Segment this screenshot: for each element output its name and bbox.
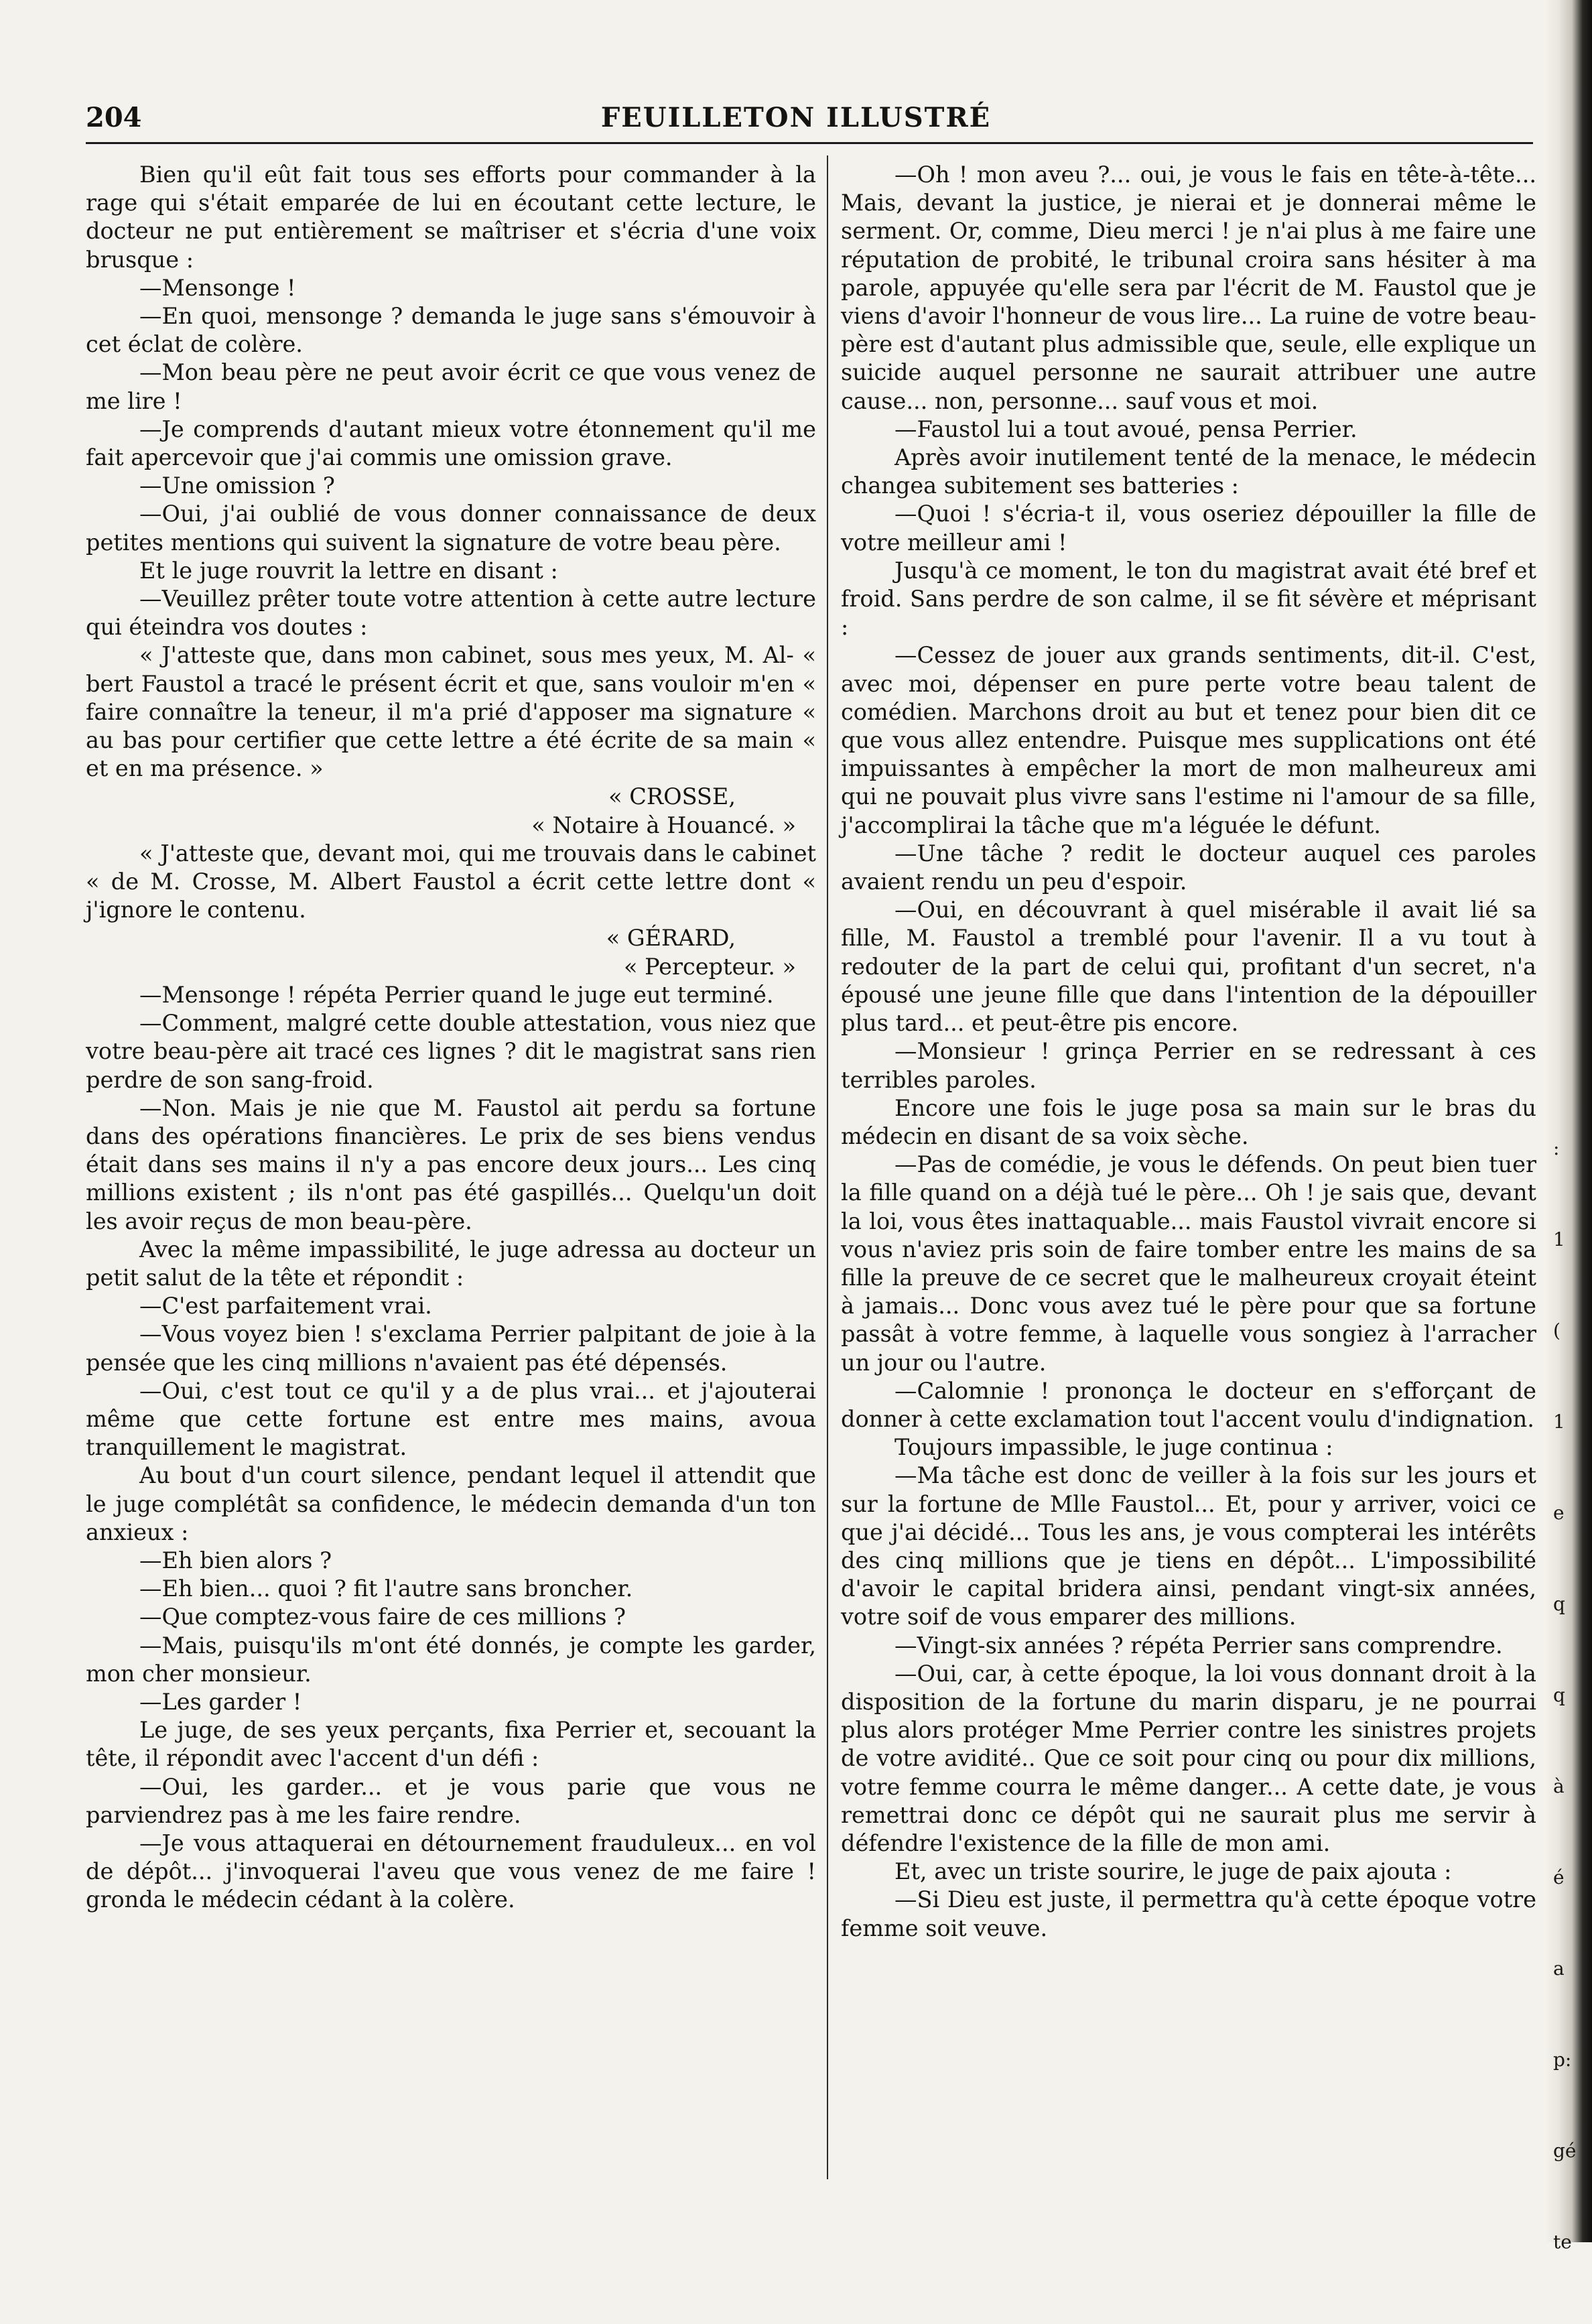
header-rule [86, 142, 1533, 144]
edge-fragment: 1 [1553, 1228, 1565, 1250]
next-page-edge-text [1553, 1139, 1577, 2324]
paragraph: —Pas de comédie, je vous le défends. On peut bien tuer la fille quand on a déjà tué le père... Oh ! je sais que, devant la loi, vous êtes inattaquable... mais Faustol vivrait encore si vous n'aviez pris soin de faire tomber entre les mains de sa fille la preuve de ce secret que le malheureux croyait éteint à jamais... Donc vous avez tué le père pour que sa fortune passât à votre femme, à laquelle vous songiez à l'arracher un jour ou l'autre. [841, 1151, 1536, 1376]
paragraph: —Quoi ! s'écria-t il, vous oseriez dépouiller la fille de votre meilleur ami ! [841, 501, 1536, 556]
edge-fragment: 1 [1553, 1411, 1565, 1433]
column-divider [827, 155, 828, 2179]
paragraph: Le juge, de ses yeux perçants, fixa Perrier et, secouant la tête, il répondit avec l'accent d'un défi : [86, 1717, 816, 1772]
paragraph: —C'est parfaitement vrai. [139, 1293, 432, 1319]
paragraph: —Une omission ? [139, 472, 335, 499]
paragraph: —Mensonge ! [139, 274, 296, 301]
signature-title: « Percepteur. » [623, 953, 796, 980]
paragraph: —Cessez de jouer aux grands sentiments, dit-il. C'est, avec moi, dépenser en pure perte votre beau talent de comédien. Marchons droit au but et tenez pour bien dit ce que vous allez entendre. Puisque mes supplications ont été impuissantes à empêcher la mort de mon malheureux ami qui ne pouvait plus vivre sans l'estime ni l'amour de sa fille, j'accomplirai la tâche que m'a léguée le défunt. [841, 642, 1536, 838]
edge-fragment: q [1553, 1684, 1565, 1706]
paragraph: —Oui, en découvrant à quel misérable il avait lié sa fille, M. Faustol a tremblé pour l'avenir. Il a vu tout à redouter de la part de celui qui, profitant d'un secret, n'a épousé une jeune fille que dans l'intention de la dépouiller plus tard... et peut-être pis encore. [841, 897, 1536, 1037]
left-column [86, 161, 816, 1915]
page-number: 204 [86, 102, 142, 133]
paragraph: —Faustol lui a tout avoué, pensa Perrier. [894, 415, 1357, 442]
paragraph: Et, avec un triste sourire, le juge de paix ajouta : [894, 1858, 1452, 1885]
edge-fragment: a [1553, 1957, 1565, 1980]
paragraph: —Oui, c'est tout ce qu'il y a de plus vrai... et j'ajouterai même que cette fortune est entre mes mains, avoua tranquillement le magistrat. [86, 1377, 816, 1461]
paragraph: Jusqu'à ce moment, le ton du magistrat avait été bref et froid. Sans perdre de son calme, il se fit sévère et méprisant : [841, 557, 1536, 641]
paragraph: Après avoir inutilement tenté de la menace, le médecin changea subitement ses batteries : [841, 444, 1536, 499]
paragraph: —En quoi, mensonge ? demanda le juge sans s'émouvoir à cet éclat de colère. [86, 303, 816, 358]
paragraph: —Comment, malgré cette double attestation, vous niez que votre beau-père ait tracé ces lignes ? dit le magistrat sans rien perdre de son sang-froid. [86, 1010, 816, 1093]
paragraph: —Que comptez-vous faire de ces millions ? [139, 1604, 626, 1630]
attestation-quote: « J'atteste que, devant moi, qui me trouvais dans le cabinet « de M. Crosse, M. Albert Faustol a écrit cette lettre dont « j'ignore le contenu. [86, 840, 816, 923]
paragraph: —Eh bien... quoi ? fit l'autre sans broncher. [139, 1575, 633, 1602]
paragraph: —Oui, j'ai oublié de vous donner connaissance de deux petites mentions qui suivent la signature de votre beau père. [86, 501, 816, 556]
edge-fragment: é [1553, 1866, 1565, 1888]
paragraph: Encore une fois le juge posa sa main sur le bras du médecin en disant de sa voix sèche. [841, 1094, 1536, 1149]
signature-name: « GÉRARD, [606, 925, 736, 952]
paragraph: —Oui, car, à cette époque, la loi vous donnant droit à la disposition de la fortune du marin disparu, je ne pourrai plus alors protéger Mme Perrier contre les sinistres projets de votre avidité.. Que ce soit pour cinq ou pour dix millions, votre femme courra le même danger... A cette date, je vous remettrai donc ce dépôt qui ne saurait plus me servir à défendre l'existence de la fille de mon ami. [841, 1660, 1536, 1856]
paragraph: —Calomnie ! prononça le docteur en s'efforçant de donner à cette exclamation tout l'accent voulu d'indignation. [841, 1377, 1536, 1432]
attestation-quote: « J'atteste que, dans mon cabinet, sous mes yeux, M. Al- « bert Faustol a tracé le présent écrit et que, sans vouloir m'en « faire connaître la teneur, il m'a prié d'apposer ma signature « au bas pour certifier que cette lettre a été écrite de sa main « et en ma présence. » [86, 642, 816, 782]
paragraph: —Oui, les garder... et je vous parie que vous ne parviendrez pas à me les faire rendre. [86, 1773, 816, 1828]
paragraph: —Non. Mais je nie que M. Faustol ait perdu sa fortune dans des opérations financières. Le prix de ses biens vendus était dans ses mains il n'y a pas encore deux jours... Les cinq millions existent ; ils n'ont pas été gaspillés... Quelqu'un doit les avoir reçus de mon beau-père. [86, 1094, 816, 1234]
paragraph: Au bout d'un court silence, pendant lequel il attendit que le juge complétât sa confidence, le médecin demanda d'un ton anxieux : [86, 1462, 816, 1545]
edge-fragment: p: [1553, 2049, 1572, 2071]
paragraph: —Mon beau père ne peut avoir écrit ce que vous venez de me lire ! [86, 359, 816, 414]
paragraph: —Je vous attaquerai en détournement frauduleux... en vol de dépôt... j'invoquerai l'aveu que vous venez de me faire ! gronda le médecin cédant à la colère. [86, 1829, 816, 1913]
paragraph: —Mensonge ! répéta Perrier quand le juge eut terminé. [139, 981, 774, 1008]
edge-fragment: ( [1553, 1319, 1561, 1342]
paragraph: —Si Dieu est juste, il permettra qu'à cette époque votre femme soit veuve. [841, 1886, 1536, 1941]
signature-name: « CROSSE, [608, 783, 736, 810]
paragraph: —Ma tâche est donc de veiller à la fois sur les jours et sur la fortune de Mlle Faustol... Et, pour y arriver, voici ce que j'ai décidé... Tous les ans, je vous compterai les intérêts des cinq millions que je tiens en dépôt... L'impossibilité d'avoir le capital bridera ainsi, pendant vingt-six années, votre soif de vous emparer des millions. [841, 1462, 1536, 1630]
signature-title: « Notaire à Houancé. » [531, 812, 796, 838]
paragraph: Avec la même impassibilité, le juge adressa au docteur un petit salut de la tête et répondit : [86, 1236, 816, 1291]
paragraph: —Vous voyez bien ! s'exclama Perrier palpitant de joie à la pensée que les cinq millions n'avaient pas été dépensés. [86, 1321, 816, 1376]
paragraph: —Mais, puisqu'ils m'ont été donnés, je compte les garder, mon cher monsieur. [86, 1632, 816, 1687]
paragraph: —Monsieur ! grinça Perrier en se redressant à ces terribles paroles. [841, 1038, 1536, 1093]
right-column [841, 161, 1536, 1943]
paragraph: Et le juge rouvrit la lettre en disant : [139, 557, 558, 584]
edge-fragment: te [1553, 2231, 1572, 2253]
paragraph: —Vingt-six années ? répéta Perrier sans comprendre. [894, 1632, 1503, 1659]
paragraph: —Une tâche ? redit le docteur auquel ces paroles avaient rendu un peu d'espoir. [841, 840, 1536, 895]
paragraph: —Eh bien alors ? [139, 1547, 332, 1573]
running-title: FEUILLETON ILLUSTRÉ [600, 102, 992, 133]
paragraph: —Je comprends d'autant mieux votre étonnement qu'il me fait apercevoir que j'ai commis une omission grave. [86, 415, 816, 471]
paragraph: Bien qu'il eût fait tous ses efforts pour commander à la rage qui s'était emparée de lui en écoutant cette lecture, le docteur ne put entièrement se maîtriser et s'écria d'une voix brusque : [86, 162, 816, 273]
paragraph: —Veuillez prêter toute votre attention à cette autre lecture qui éteindra vos doutes : [86, 586, 816, 641]
paragraph: —Oh ! mon aveu ?... oui, je vous le fais en tête-à-tête... Mais, devant la justice, je nierai et je donnerai même le serment. Or, comme, Dieu merci ! je n'ai plus à me faire une réputation de probité, le tribunal croira sans hésiter à ma parole, appuyée qu'elle sera par l'écrit de M. Faustol que je viens d'avoir l'honneur de vous lire... La ruine de votre beau-père est d'autant plus admissible que, seule, elle explique un suicide auquel personne ne saurait attribuer une autre cause... non, personne... sauf vous et moi. [841, 162, 1536, 414]
edge-fragment: : [1553, 1137, 1560, 1159]
paragraph: —Les garder ! [139, 1688, 302, 1715]
edge-fragment: e [1553, 1502, 1565, 1524]
paragraph: Toujours impassible, le juge continua : [894, 1434, 1333, 1461]
edge-fragment: à [1553, 1775, 1565, 1797]
edge-fragment: gé [1553, 2140, 1577, 2162]
edge-fragment: q [1553, 1593, 1565, 1615]
